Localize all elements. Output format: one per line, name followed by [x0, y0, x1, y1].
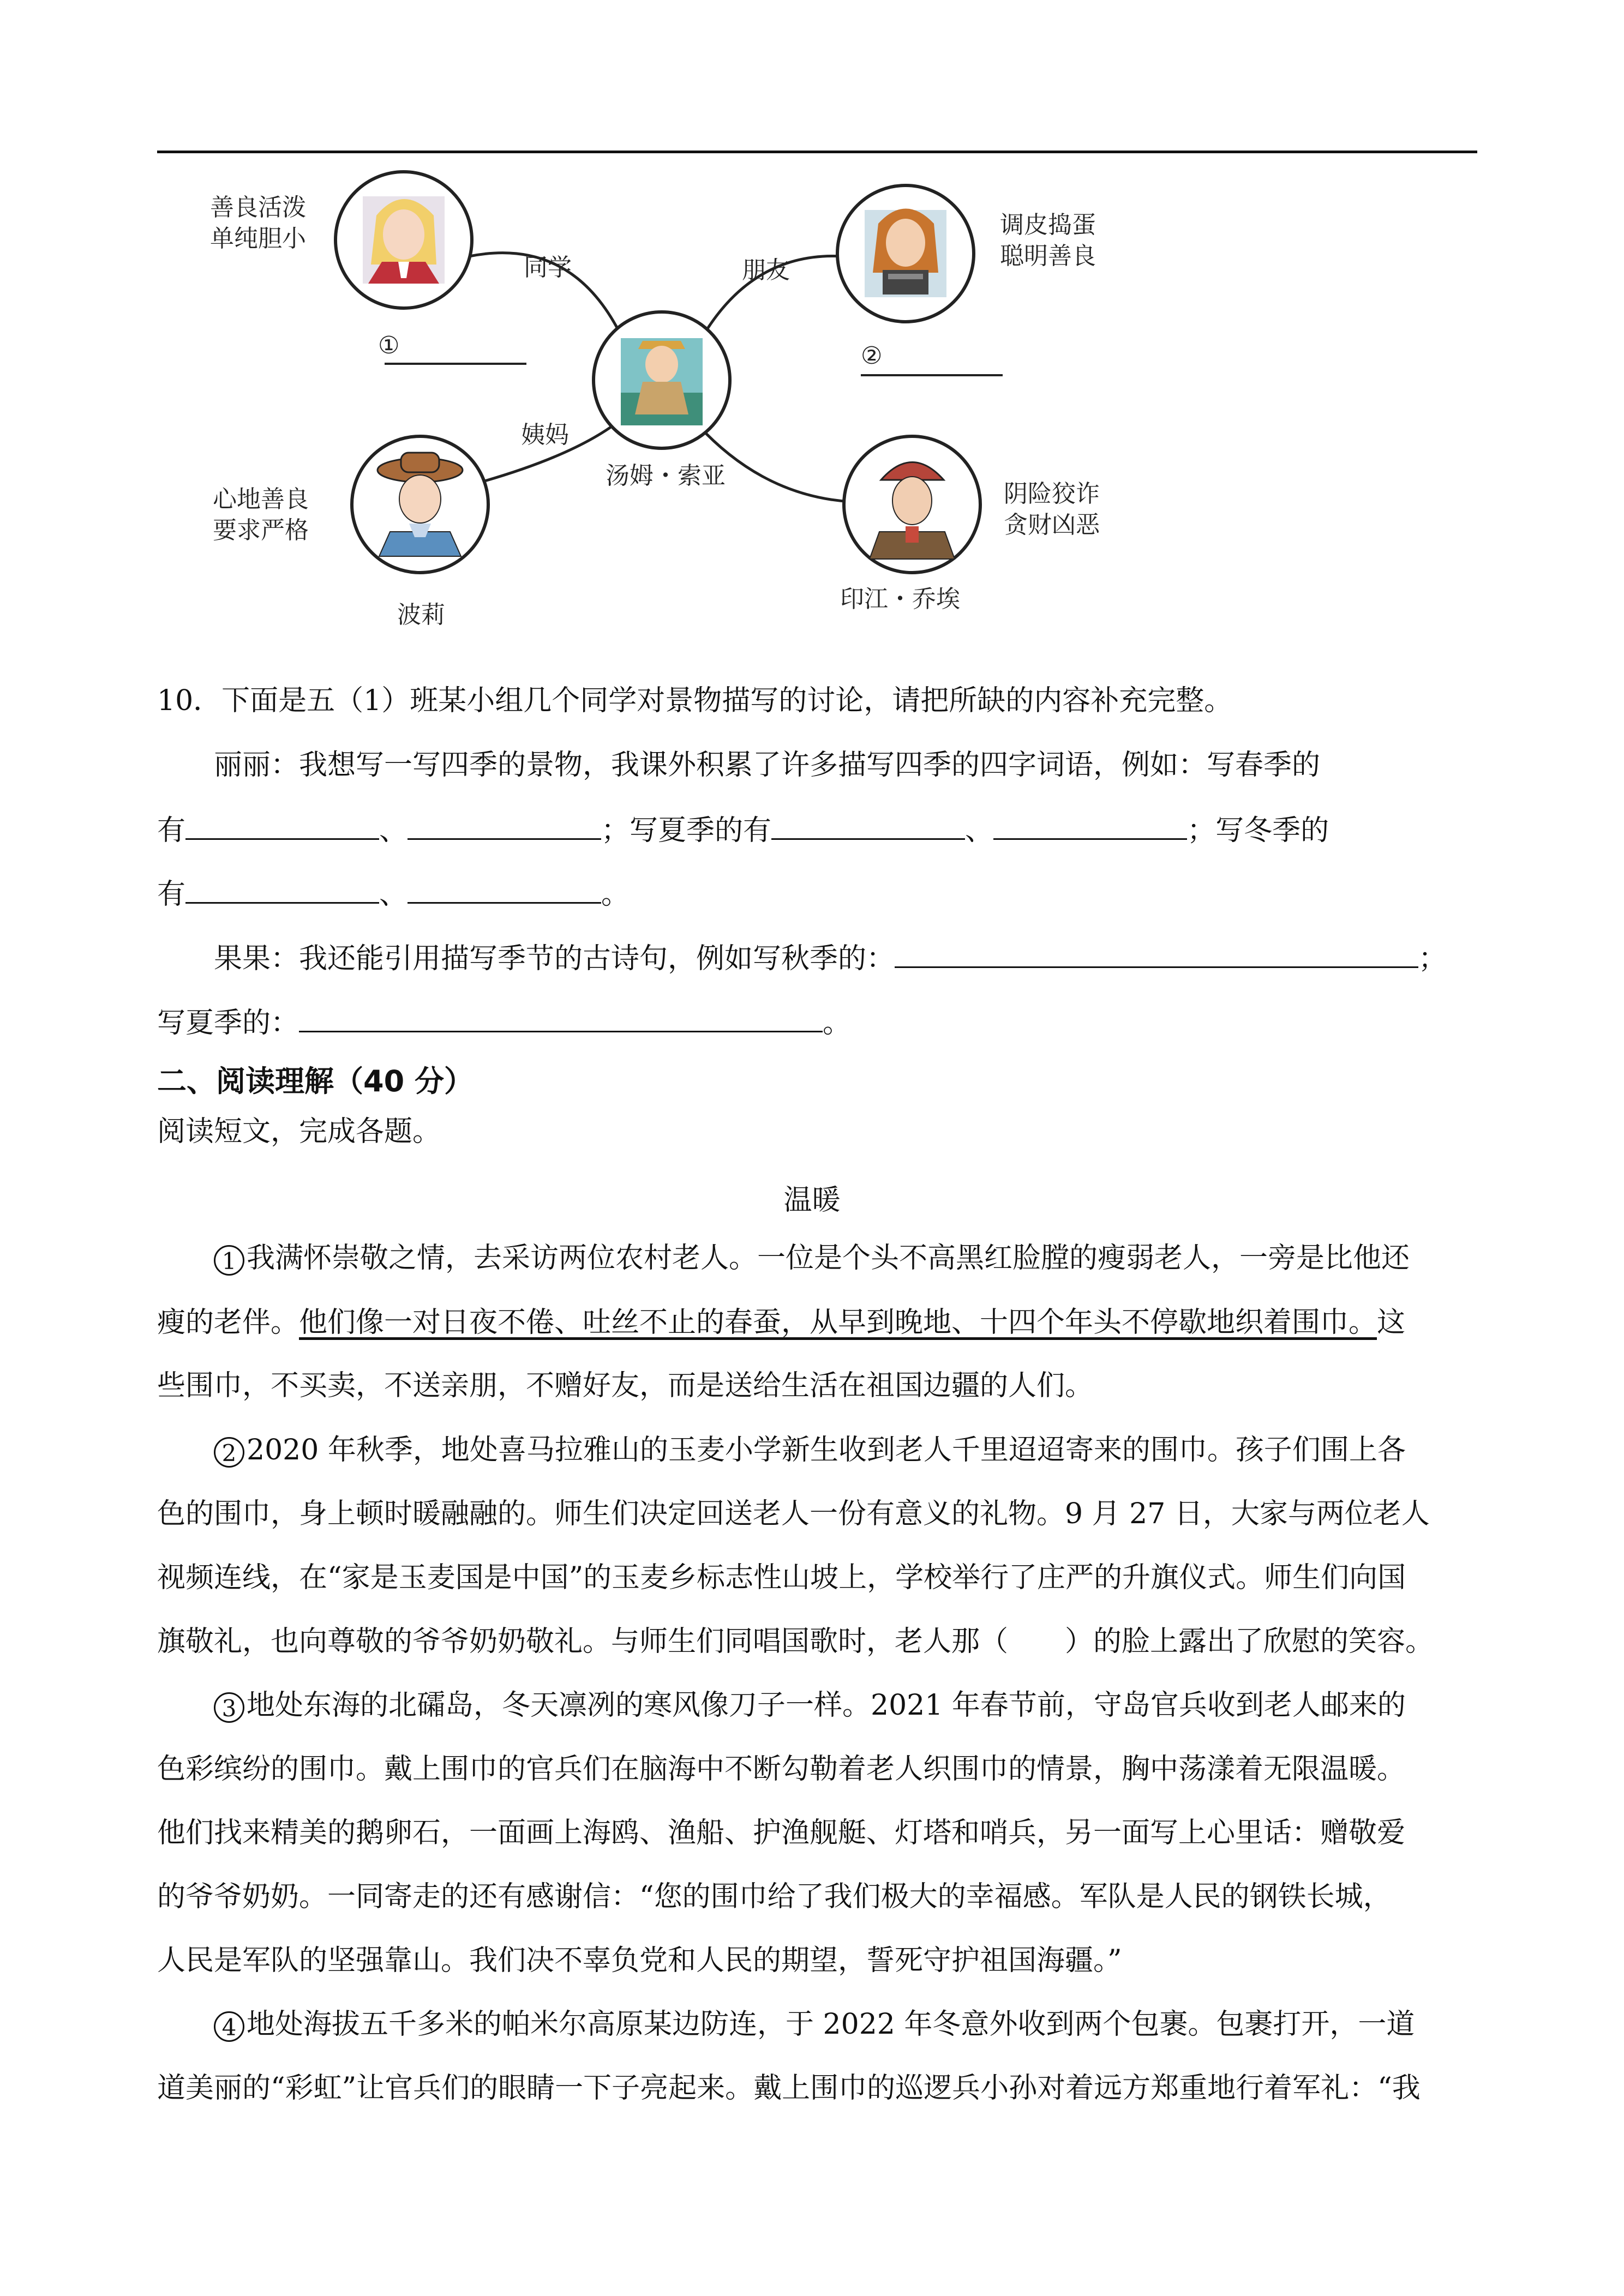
paragraph-number: 2: [214, 1437, 244, 1468]
trait-polly-1: 心地善良: [213, 485, 309, 513]
answer-blank[interactable]: [185, 874, 379, 904]
answer-blank[interactable]: [771, 810, 965, 840]
relation-classmate: 同学: [524, 254, 572, 281]
p3-line5: 人民是军队的坚强靠山。我们决不辜负党和人民的期望，誓死守护祖国海疆。”: [157, 1944, 1122, 1977]
trait-huck-2: 聪明善良: [1000, 242, 1096, 270]
p2-line1: 2 2020 年秋季，地处喜马拉雅山的玉麦小学新生收到老人千里迢迢寄来的围巾。孩子们围上各: [157, 1431, 1477, 1469]
q10-guoguo-line2: 写夏季的： 。: [157, 1002, 1477, 1042]
p4-line1: 4 地处海拔五千多米的帕米尔高原某边防连，于 2022 年冬意外收到两个包裹。包裹打开，一道: [157, 2005, 1477, 2043]
q10-lili-line2: 有 、 ；写夏季的有 、 ；写冬季的: [157, 810, 1477, 850]
p3-line4: 的爷爷奶奶。一同寄走的还有感谢信：“您的围巾给了我们极大的幸福感。军队是人民的钢铁长城，: [157, 1880, 1392, 1913]
answer-blank[interactable]: [408, 874, 601, 904]
q10-lili-line1: 丽丽：我想写一写四季的景物，我课外积累了许多描写四季的四字词语，例如：写春季的: [214, 749, 1321, 782]
section-instruction: 阅读短文，完成各题。: [157, 1115, 441, 1148]
p1-line1: 1 我满怀崇敬之情，去采访两位农村老人。一位是个头不高黑红脸膛的瘦弱老人，一旁是比他还: [157, 1239, 1477, 1277]
underlined-sentence: 他们像一对日夜不倦、吐丝不止的春蚕，从早到晚地、十四个年头不停歇地织着围巾。: [299, 1306, 1377, 1339]
avatar-injun-joe: [844, 436, 980, 573]
answer-blank[interactable]: [895, 938, 1418, 968]
paragraph-number: 1: [214, 1245, 244, 1276]
p2-line4: 旗敬礼，也向尊敬的爷爷奶奶敬礼。与师生们同唱国歌时，老人那（ ）的脸上露出了欣慰的笑容。: [157, 1625, 1434, 1658]
avatar-polly: [352, 436, 488, 573]
avatar-tom: [594, 312, 730, 448]
name-polly: 波莉: [397, 601, 445, 629]
avatar-huck: [837, 185, 974, 322]
p2-line2: 色的围巾，身上顿时暖融融的。师生们决定回送老人一份有意义的礼物。9 月 27 日，大家与两位老人: [157, 1498, 1430, 1530]
p3-line3: 他们找来精美的鹅卵石，一面画上海鸥、渔船、护渔舰艇、灯塔和哨兵，另一面写上心里话：赠敬爱: [157, 1817, 1406, 1849]
relation-aunt: 姨妈: [521, 421, 569, 449]
character-diagram: [0, 0, 1624, 654]
paragraph-number: 3: [214, 1692, 244, 1723]
paragraph-number: 4: [214, 2011, 244, 2042]
passage-title: 温暖: [783, 1184, 841, 1217]
trait-becky-1: 善良活泼: [210, 194, 306, 221]
center-name: 汤姆・索亚: [606, 462, 726, 490]
trait-huck-1: 调皮捣蛋: [1000, 211, 1096, 239]
p1-line2: 瘦的老伴。他们像一对日夜不倦、吐丝不止的春蚕，从早到晚地、十四个年头不停歇地织着围巾。这: [157, 1306, 1406, 1339]
answer-blank[interactable]: [408, 810, 601, 840]
answer-blank[interactable]: [185, 810, 379, 840]
p3-line2: 色彩缤纷的围巾。戴上围巾的官兵们在脑海中不断勾勒着老人织围巾的情景，胸中荡漾着无限温暖。: [157, 1753, 1406, 1786]
p2-line3: 视频连线，在“家是玉麦国是中国”的玉麦乡标志性山坡上，学校举行了庄严的升旗仪式。师生们向国: [157, 1561, 1406, 1594]
trait-polly-2: 要求严格: [213, 516, 309, 544]
p4-line2: 道美丽的“彩虹”让官兵们的眼睛一下子亮起来。戴上围巾的巡逻兵小孙对着远方郑重地行着军礼：“我: [157, 2072, 1421, 2105]
q10-intro: 10．下面是五（1）班某小组几个同学对景物描写的讨论，请把所缺的内容补充完整。: [157, 684, 1233, 717]
p1-line3: 些围巾，不买卖，不送亲朋，不赠好友，而是送给生活在祖国边疆的人们。: [157, 1369, 1094, 1402]
blank-label-2: ②: [861, 342, 883, 370]
trait-joe-2: 贪财凶恶: [1004, 511, 1100, 539]
section-heading: 二、阅读理解（40 分）: [157, 1064, 474, 1098]
p3-line1: 3 地处东海的北礵岛，冬天凛冽的寒风像刀子一样。2021 年春节前，守岛官兵收到老人邮来的: [157, 1686, 1477, 1724]
answer-blank[interactable]: [299, 1002, 823, 1032]
relation-friend: 朋友: [742, 256, 790, 284]
q10-lili-line3: 有 、 。: [157, 874, 1477, 913]
avatar-becky: [335, 172, 472, 308]
q10-guoguo-line1: 果果：我还能引用描写季节的古诗句，例如写秋季的： ；: [157, 938, 1477, 978]
trait-becky-2: 单纯胆小: [210, 225, 306, 253]
answer-blank[interactable]: [993, 810, 1187, 840]
trait-joe-1: 阴险狡诈: [1004, 480, 1100, 508]
name-joe: 印江・乔埃: [840, 585, 960, 613]
blank-label-1: ①: [378, 332, 400, 359]
